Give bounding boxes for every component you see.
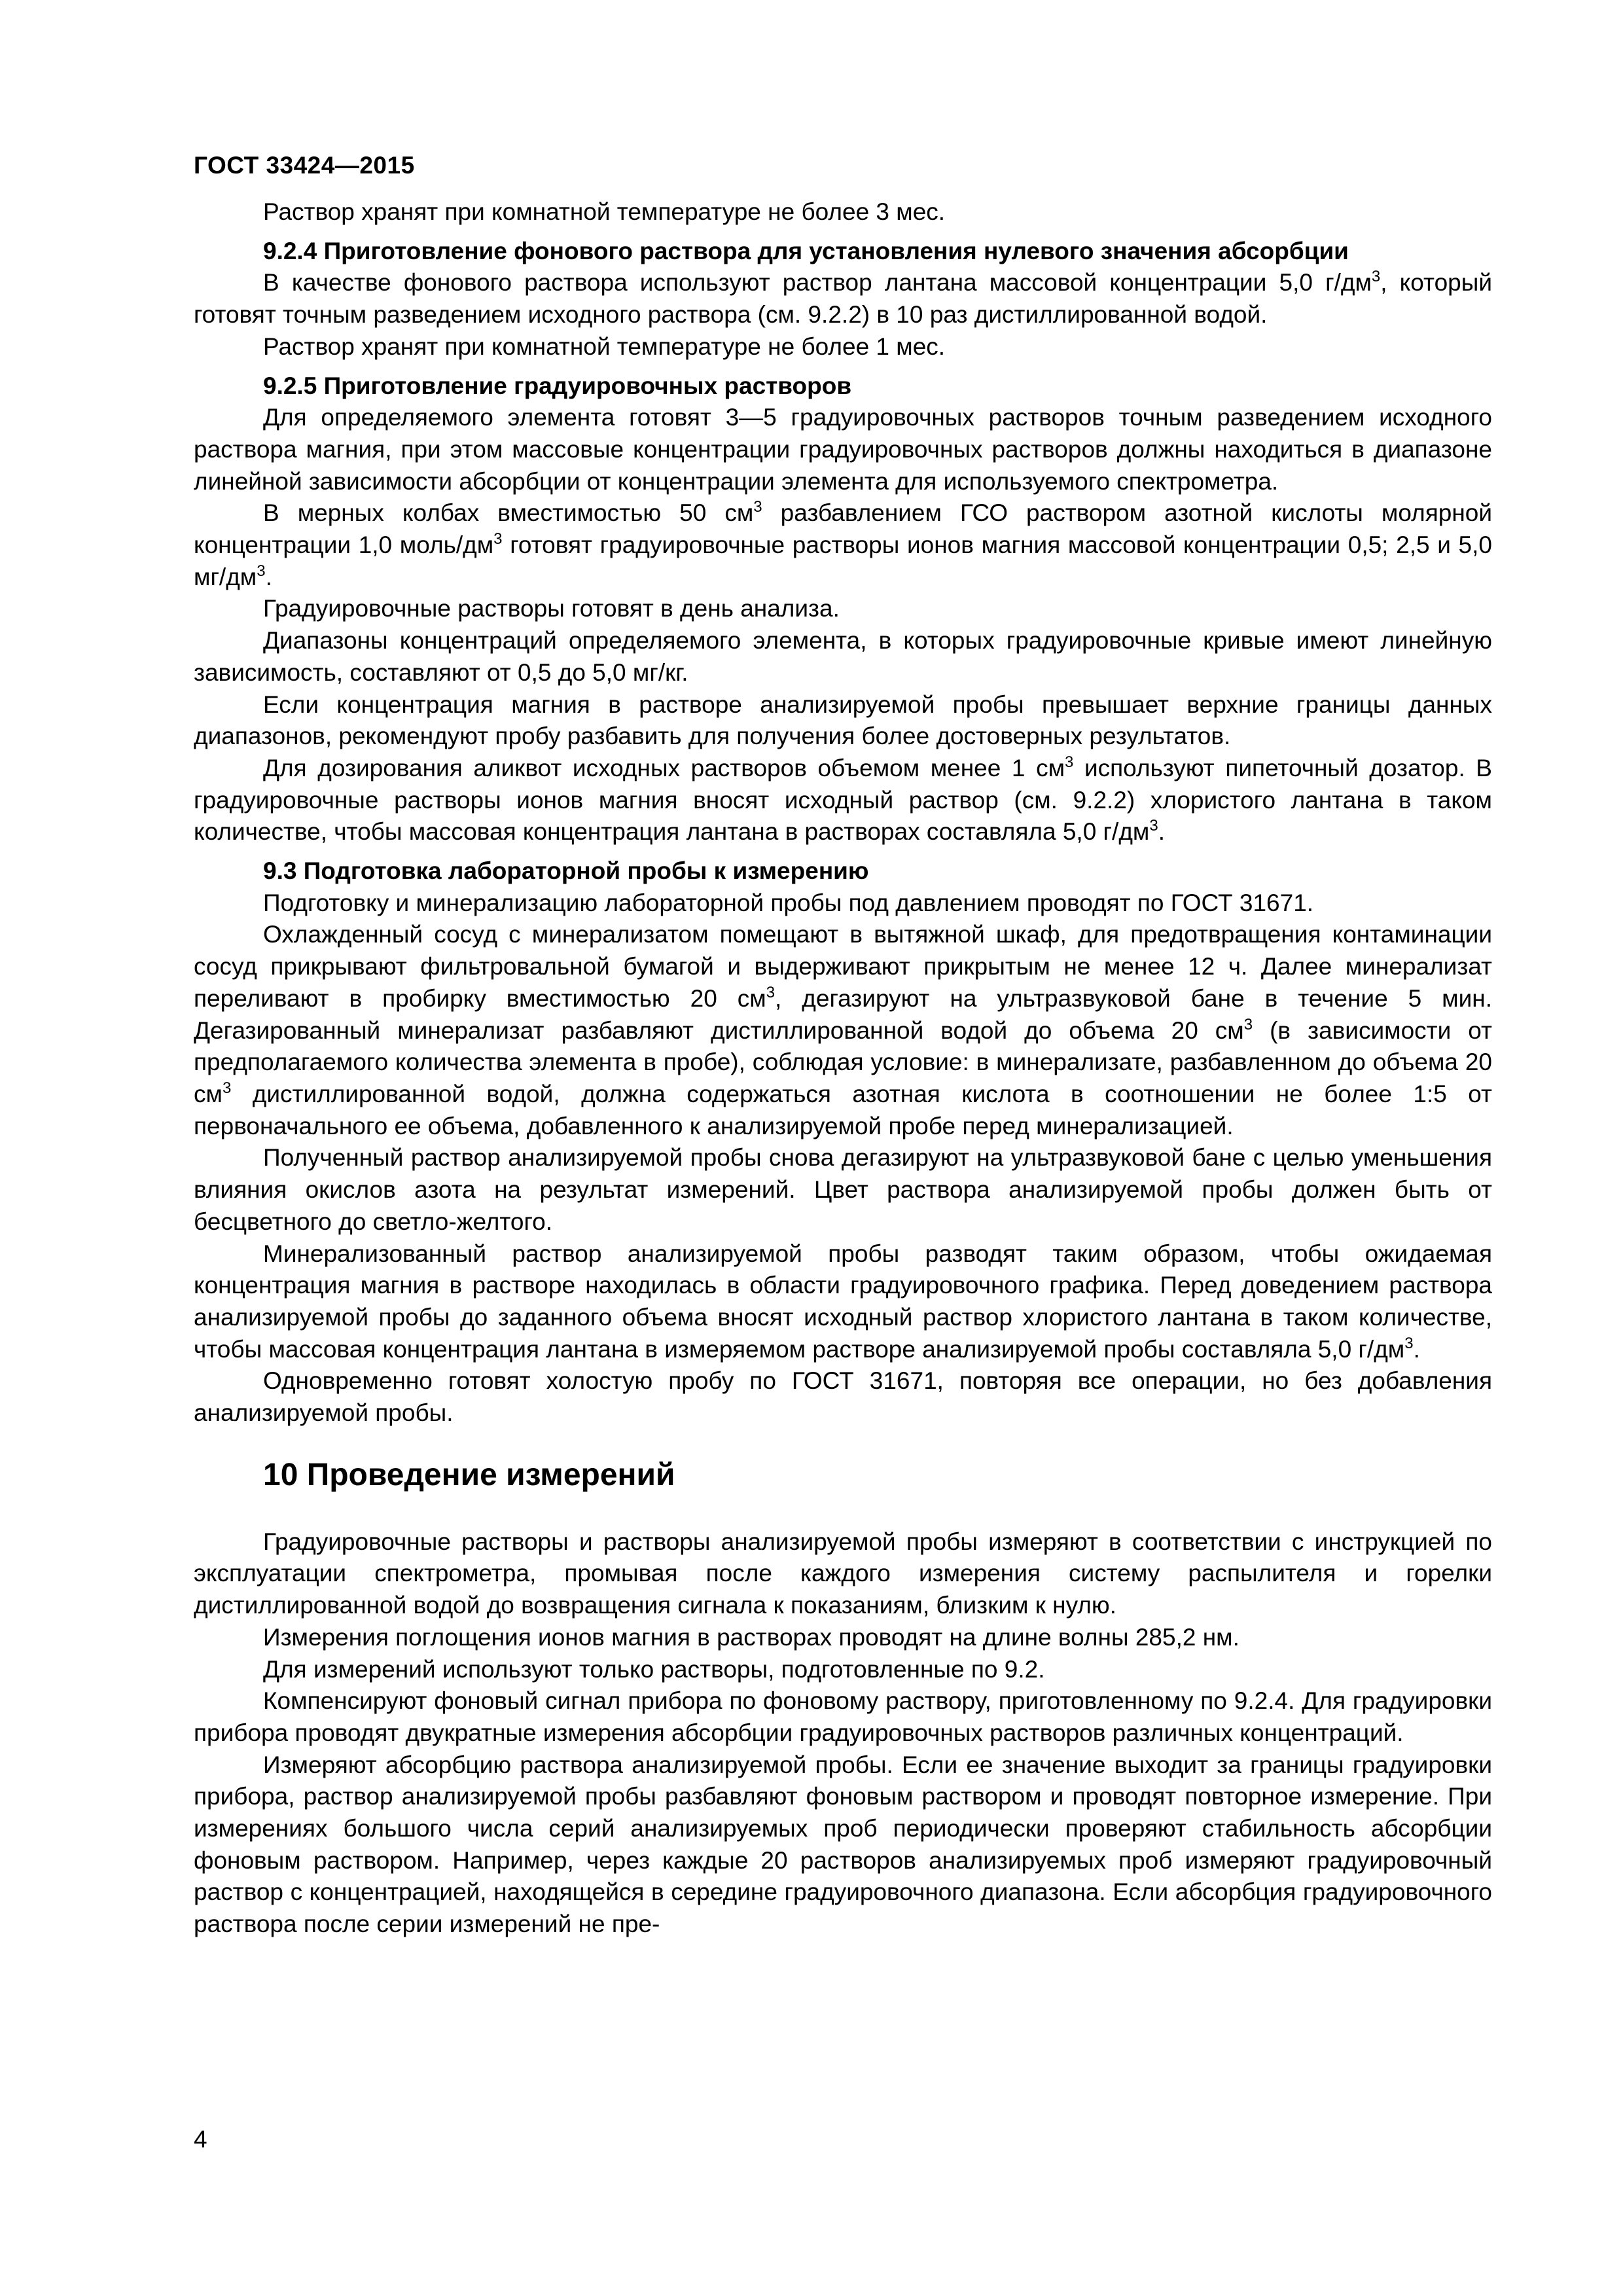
page-number: 4 — [194, 2126, 207, 2153]
document-header: ГОСТ 33424—2015 — [194, 152, 415, 179]
section-heading-9-2-4: 9.2.4 Приготовление фонового раствора для установления нулевого значения абсорбции — [263, 237, 1349, 264]
paragraph: Для определяемого элемента готовят 3—5 градуировочных растворов точным разведением исходного раствора магния, при этом массовые концентрации градуировочных растворов должны находиться в диапазоне линейной зависимости абсорбции от концентрации элемента для используемого спектрометра. — [194, 404, 1492, 495]
paragraph: Раствор хранят при комнатной температуре не более 1 мес. — [263, 332, 946, 360]
paragraph: Одновременно готовят холостую пробу по ГОСТ 31671, повторяя все операции, но без добавления анализируемой пробы. — [194, 1367, 1492, 1427]
paragraph: Полученный раствор анализируемой пробы снова дегазируют на ультразвуковой бане с целью уменьшения влияния окислов азота на результат измерений. Цвет раствора анализируемой пробы должен быть от бесцветного до светло-желтого. — [194, 1144, 1492, 1235]
paragraph: Измерения поглощения ионов магния в растворах проводят на длине волны 285,2 нм. — [263, 1623, 1240, 1651]
paragraph: Для измерений используют только растворы, подготовленные по 9.2. — [263, 1655, 1045, 1683]
paragraph: Диапазоны концентраций определяемого элемента, в которых градуировочные кривые имеют линейную зависимость, составляют от 0,5 до 5,0 мг/кг. — [194, 627, 1492, 686]
paragraph: Градуировочные растворы готовят в день анализа. — [263, 595, 840, 622]
section-heading-9-3: 9.3 Подготовка лабораторной пробы к измерению — [263, 857, 869, 885]
paragraph: Минерализованный раствор анализируемой пробы разводят таким образом, чтобы ожидаемая концентрация магния в растворе находилась в области градуировочного графика. Перед доведением раствора анализируемой пробы до заданного объема вносят исходный раствор хлористого лантана в таком количестве, чтобы массовая концентрация лантана в измеряемом растворе анализируемой пробы составляла 5,0 $г/дм^3$. — [194, 1240, 1492, 1363]
paragraph: Для дозирования аликвот исходных растворов объемом менее 1 $см^3$ используют пипеточный дозатор. В градуировочные растворы ионов магния вносят исходный раствор (см. 9.2.2) хлористого лантана в таком количестве, чтобы массовая концентрация лантана в растворах составляла 5,0 $г/дм^3$. — [194, 753, 1492, 846]
document-body — [194, 196, 1492, 1941]
paragraph: Раствор хранят при комнатной температуре не более 3 мес. — [263, 198, 946, 225]
paragraph: В качестве фонового раствора используют раствор лантана массовой концентрации 5,0 $г/дм^3$, который готовят точным разведением исходного раствора (см. 9.2.2) в 10 раз дистиллированной водой. — [194, 268, 1493, 329]
paragraph: В мерных колбах вместимостью 50 $см^3$ разбавлением ГСО раствором азотной кислоты молярной концентрации 1,0 моль/$дм^3$ готовят градуировочные растворы ионов магния массовой концентрации 0,5; 2,5 и 5,0 $мг/дм^3$. — [194, 498, 1492, 590]
section-heading-9-2-5: 9.2.5 Приготовление градуировочных растворов — [263, 372, 852, 399]
paragraph: Подготовку и минерализацию лабораторной пробы под давлением проводят по ГОСТ 31671. — [263, 889, 1314, 916]
paragraph: Компенсируют фоновый сигнал прибора по фоновому раствору, приготовленному по 9.2.4. Для градуировки прибора проводят двукратные измерения абсорбции градуировочных растворов различных концентраций. — [194, 1687, 1492, 1746]
paragraph: Измеряют абсорбцию раствора анализируемой пробы. Если ее значение выходит за границы градуировки прибора, раствор анализируемой пробы разбавляют фоновым раствором и проводят повторное измерение. При измерениях большого числа серий анализируемых проб периодически проверяют стабильность абсорбции фоновым раствором. Например, через каждые 20 растворов анализируемых проб измеряют градуировочный раствор с концентрацией, находящейся в середине градуировочного диапазона. Если абсорбция градуировочного раствора после серии измерений не пре- — [194, 1751, 1492, 1938]
paragraph: Охлажденный сосуд с минерализатом помещают в вытяжной шкаф, для предотвращения контаминации сосуд прикрывают фильтровальной бумагой и выдерживают прикрытым не менее 12 ч. Далее минерализат переливают в пробирку вместимостью 20 $см^3$, дегазируют на ультразвуковой бане в течение 5 мин. Дегазированный минерализат разбавляют дистиллированной водой до объема 20 $см^3$ (в зависимости от предполагаемого количества элемента в пробе), соблюдая условие: в минерализате, разбавленном до объема 20 $см^3$ дистиллированной водой, должна содержаться азотная кислота в соотношении не более 1:5 от первоначального ее объема, добавленного к анализируемой пробе перед минерализацией. — [194, 921, 1492, 1139]
paragraph: Градуировочные растворы и растворы анализируемой пробы измеряют в соответствии с инструкцией по эксплуатации спектрометра, промывая после каждого измерения систему распылителя и горелки дистиллированной водой до возвращения сигнала к показаниям, близким к нулю. — [194, 1528, 1492, 1619]
section-heading-10: 10 Проведение измерений — [263, 1457, 675, 1492]
paragraph: Если концентрация магния в растворе анализируемой пробы превышает верхние границы данных диапазонов, рекомендуют пробу разбавить для получения более достоверных результатов. — [194, 691, 1492, 750]
